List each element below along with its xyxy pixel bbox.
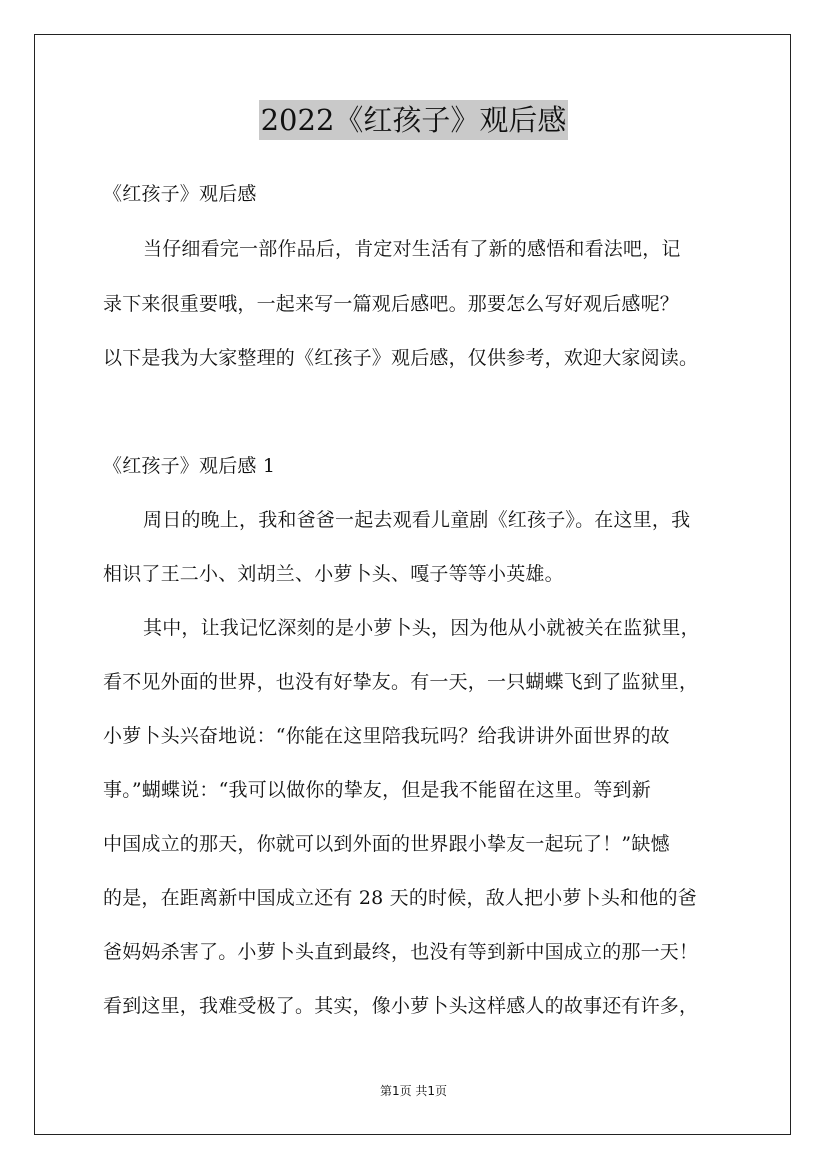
paragraph-line: 爸妈妈杀害了。小萝卜头直到最终，也没有等到新中国成立的那一天！ — [103, 941, 699, 963]
section-heading: 《红孩子》观后感 1 — [103, 455, 276, 477]
paragraph-line: 其中，让我记忆深刻的是小萝卜头，因为他从小就被关在监狱里， — [143, 617, 700, 639]
paragraph-line: 以下是我为大家整理的《红孩子》观后感，仅供参考，欢迎大家阅读。 — [103, 347, 699, 369]
paragraph-line: 录下来很重要哦，一起来写一篇观后感吧。那要怎么写好观后感呢？ — [103, 293, 680, 315]
paragraph-line: 的是，在距离新中国成立还有 28 天的时候，敌人把小萝卜头和他的爸 — [103, 887, 697, 909]
paragraph-line: 相识了王二小、刘胡兰、小萝卜头、嘎子等等小英雄。 — [103, 563, 564, 585]
paragraph-line: 看到这里，我难受极了。其实，像小萝卜头这样感人的故事还有许多， — [103, 995, 699, 1017]
title-container — [0, 100, 827, 140]
section-heading: 《红孩子》观后感 — [103, 183, 257, 205]
page-number-footer: 第1页 共1页 — [379, 1084, 448, 1098]
paragraph-line: 小萝卜头兴奋地说：“你能在这里陪我玩吗？给我讲讲外面世界的故 — [103, 725, 670, 747]
paragraph-line: 当仔细看完一部作品后，肯定对生活有了新的感悟和看法吧，记 — [143, 238, 681, 260]
paragraph-line: 事。”蝴蝶说：“我可以做你的挚友，但是我不能留在这里。等到新 — [103, 779, 651, 801]
paragraph-line: 看不见外面的世界，也没有好挚友。有一天，一只蝴蝶飞到了监狱里， — [103, 671, 699, 693]
paragraph-line: 中国成立的那天，你就可以到外面的世界跟小挚友一起玩了！”缺憾 — [103, 833, 670, 855]
document-title: 2022《红孩子》观后感 — [259, 100, 569, 140]
paragraph-line: 周日的晚上，我和爸爸一起去观看儿童剧《红孩子》。在这里，我 — [143, 509, 691, 531]
